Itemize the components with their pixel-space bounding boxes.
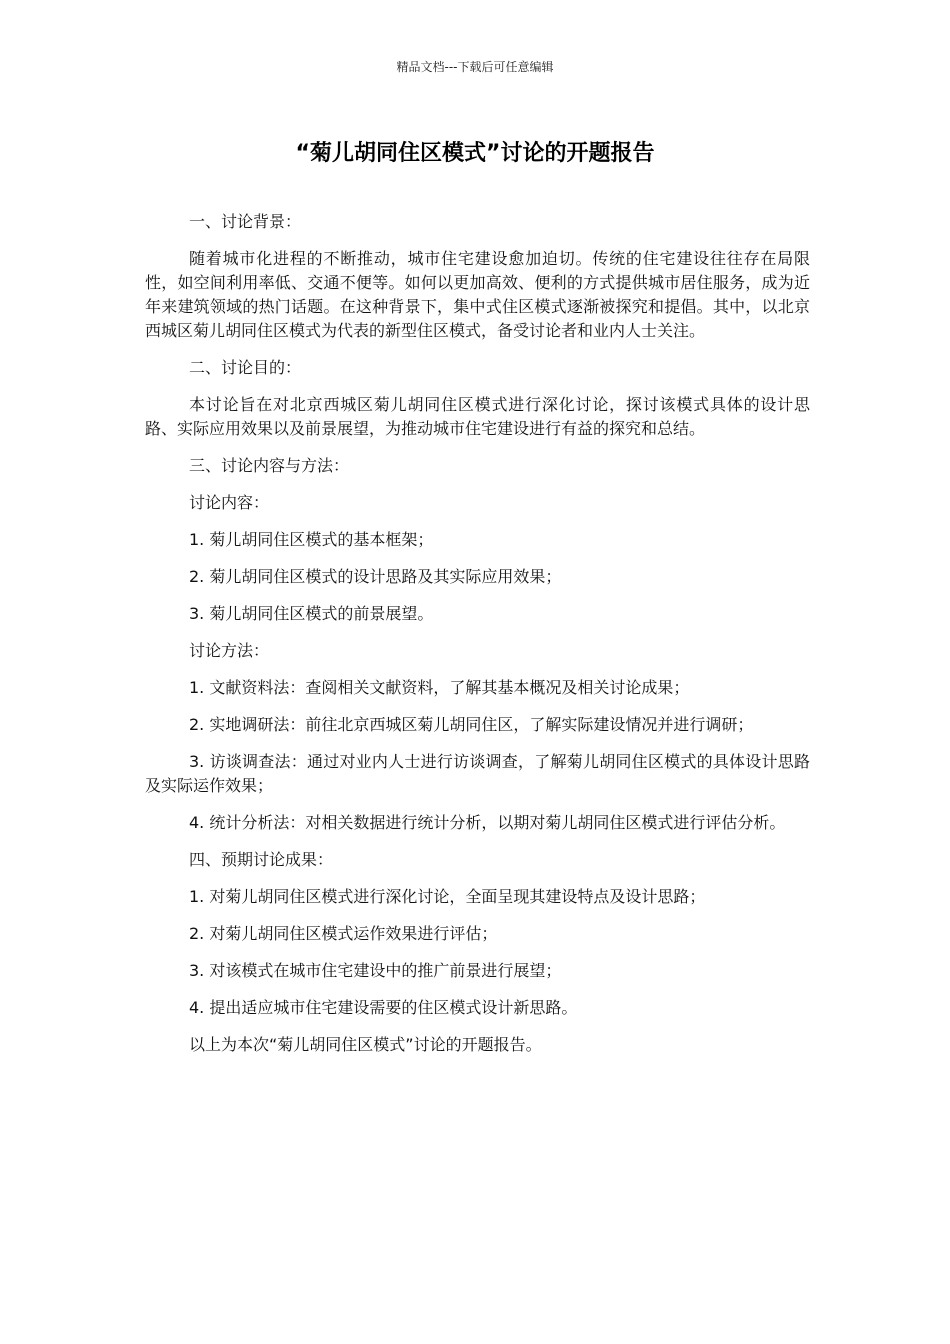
- list-item: 1. 文献资料法：查阅相关文献资料，了解其基本概况及相关讨论成果；: [189, 678, 690, 697]
- list-item: 3. 菊儿胡同住区模式的前景展望。: [189, 604, 434, 623]
- paragraph-background: 随着城市化进程的不断推动，城市住宅建设愈加迫切。传统的住宅建设往往存在局限性，如空间利用率低、交通不便等。如何以更加高效、便利的方式提供城市居住服务，成为近年来建筑领域的热门话题。在这种背景下，集中式住区模式逐渐被探究和提倡。其中，以北京西城区菊儿胡同住区模式为代表的新型住区模式，备受讨论者和业内人士关注。: [145, 249, 810, 340]
- header-note: 精品文档---下载后可任意编辑: [396, 60, 554, 74]
- section-heading-background: 一、讨论背景：: [189, 212, 302, 231]
- list-item: 4. 提出适应城市住宅建设需要的住区模式设计新思路。: [189, 998, 578, 1017]
- section-heading-content-method: 三、讨论内容与方法：: [189, 456, 350, 475]
- list-item: 3. 访谈调查法：通过对业内人士进行访谈调查，了解菊儿胡同住区模式的具体设计思路及实际运作效果；: [145, 752, 810, 795]
- paragraph-purpose: 本讨论旨在对北京西城区菊儿胡同住区模式进行深化讨论，探讨该模式具体的设计思路、实际应用效果以及前景展望，为推动城市住宅建设进行有益的探究和总结。: [145, 395, 810, 438]
- list-item: 2. 实地调研法：前往北京西城区菊儿胡同住区，了解实际建设情况并进行调研；: [189, 715, 754, 734]
- list-item: 1. 对菊儿胡同住区模式进行深化讨论，全面呈现其建设特点及设计思路；: [189, 887, 706, 906]
- document-body: [145, 210, 810, 1057]
- document-title: “菊儿胡同住区模式”讨论的开题报告: [295, 141, 655, 166]
- list-item: 4. 统计分析法：对相关数据进行统计分析，以期对菊儿胡同住区模式进行评估分析。: [189, 813, 786, 832]
- list-item: 2. 菊儿胡同住区模式的设计思路及其实际应用效果；: [189, 567, 562, 586]
- closing-paragraph: 以上为本次“菊儿胡同住区模式”讨论的开题报告。: [189, 1035, 542, 1054]
- subheading-method: 讨论方法：: [189, 641, 270, 660]
- list-item: 2. 对菊儿胡同住区模式运作效果进行评估；: [189, 924, 498, 943]
- list-item: 3. 对该模式在城市住宅建设中的推广前景进行展望；: [189, 961, 562, 980]
- list-item: 1. 菊儿胡同住区模式的基本框架；: [189, 530, 434, 549]
- subheading-content: 讨论内容：: [189, 493, 270, 512]
- section-heading-purpose: 二、讨论目的：: [189, 358, 302, 377]
- section-heading-expected-results: 四、预期讨论成果：: [189, 850, 334, 869]
